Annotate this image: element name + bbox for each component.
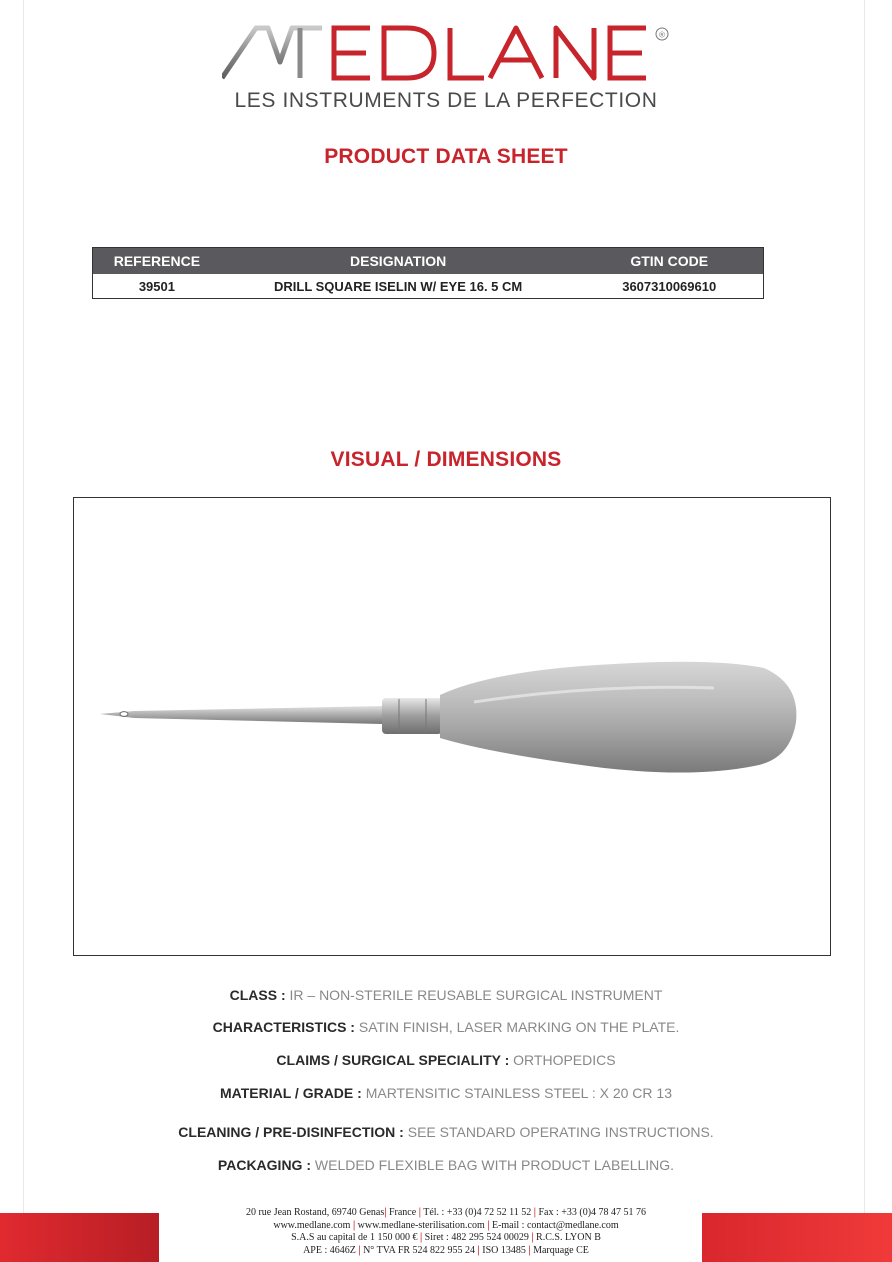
header-reference: REFERENCE	[93, 248, 221, 275]
separator: |	[419, 1232, 423, 1243]
spec-value: SATIN FINISH, LASER MARKING ON THE PLATE.	[354, 1019, 680, 1035]
footer-line-address	[0, 1207, 892, 1220]
header-gtin: GTIN CODE	[575, 248, 763, 275]
table-header-row	[93, 248, 764, 275]
spec-packaging	[0, 1157, 892, 1173]
separator: |	[487, 1219, 490, 1231]
footer-tva: N° TVA FR 524 822 955 24	[360, 1244, 478, 1256]
footer-web-link-sterilisation[interactable]: www.medlane-sterilisation.com	[355, 1219, 488, 1231]
spec-label: PACKAGING :	[217, 1157, 311, 1173]
product-table	[92, 247, 764, 299]
spec-label: CLASS :	[229, 987, 286, 1003]
spec-label: CHARACTERISTICS :	[212, 1019, 355, 1035]
separator: |	[533, 1207, 536, 1218]
header-designation: DESIGNATION	[221, 248, 576, 275]
separator: |	[352, 1219, 356, 1231]
spec-value: MARTENSITIC STAINLESS STEEL : X 20 CR 13	[361, 1085, 672, 1101]
footer-email[interactable]: E-mail : contact@medlane.com	[489, 1219, 619, 1231]
spec-value: IR – NON-STERILE REUSABLE SURGICAL INSTRUMENT	[285, 987, 663, 1003]
footer-capital: S.A.S au capital de 1 150 000 €	[291, 1232, 420, 1243]
separator: |	[358, 1244, 361, 1256]
spec-value: WELDED FLEXIBLE BAG WITH PRODUCT LABELLING.	[311, 1157, 675, 1173]
separator: |	[418, 1207, 421, 1218]
footer-line-web	[0, 1220, 892, 1233]
product-data-sheet-title: PRODUCT DATA SHEET	[324, 145, 568, 168]
visual-dimensions-title: VISUAL / DIMENSIONS	[330, 448, 562, 471]
table-row	[93, 274, 764, 299]
footer-line-registration	[0, 1245, 892, 1258]
medlane-logo	[222, 22, 674, 82]
separator: |	[531, 1232, 534, 1243]
spec-value: SEE STANDARD OPERATING INSTRUCTIONS.	[403, 1124, 714, 1140]
spec-claims	[0, 1052, 892, 1068]
brand-tagline: LES INSTRUMENTS DE LA PERFECTION	[234, 89, 658, 112]
footer-rcs: R.C.S. LYON B	[533, 1232, 601, 1243]
cell-reference: 39501	[138, 278, 175, 294]
footer-siret: Siret : 482 295 524 00029	[422, 1232, 532, 1243]
separator: |	[477, 1244, 480, 1256]
registered-mark: ®	[659, 30, 665, 40]
spec-cleaning	[0, 1124, 892, 1140]
spec-characteristics	[0, 1019, 892, 1035]
cell-designation: DRILL SQUARE ISELIN W/ EYE 16. 5 CM	[273, 278, 523, 294]
separator: |	[528, 1244, 531, 1256]
footer-address: 20 rue Jean Rostand, 69740 Genas	[245, 1207, 385, 1218]
footer-country: France	[386, 1207, 419, 1218]
footer-ce: Marquage CE	[530, 1244, 589, 1256]
footer-web-link[interactable]: www.medlane.com	[273, 1219, 353, 1231]
separator: |	[384, 1207, 387, 1218]
cell-gtin: 3607310069610	[622, 278, 717, 294]
product-image-frame	[73, 497, 831, 956]
surgical-drill-awl-icon	[74, 498, 830, 955]
spec-class	[0, 987, 892, 1003]
spec-label: MATERIAL / GRADE :	[220, 1085, 362, 1101]
footer-ape: APE : 4646Z	[303, 1244, 359, 1256]
spec-value: ORTHOPEDICS	[509, 1052, 616, 1068]
footer-tel: Tél. : +33 (0)4 72 52 11 52	[420, 1207, 534, 1218]
footer-line-company	[0, 1232, 892, 1245]
footer-contact	[0, 1207, 892, 1257]
spec-label: CLEANING / PRE-DISINFECTION :	[178, 1124, 404, 1140]
spec-material	[0, 1085, 892, 1101]
spec-label: CLAIMS / SURGICAL SPECIALITY :	[276, 1052, 510, 1068]
footer-fax: Fax : +33 (0)4 78 47 51 76	[535, 1207, 647, 1218]
footer-iso: ISO 13485	[479, 1244, 529, 1256]
